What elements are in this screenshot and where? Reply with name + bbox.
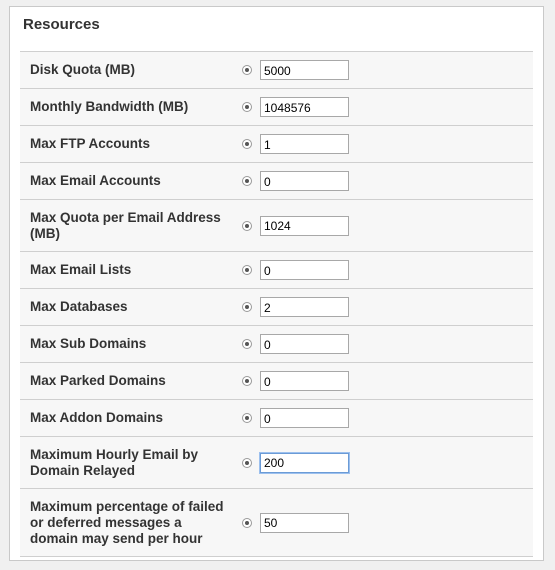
max-quota-per-email-radio[interactable]	[242, 221, 252, 231]
max-email-accounts-label: Max Email Accounts	[30, 173, 161, 188]
max-hourly-email-input[interactable]	[260, 453, 349, 473]
max-databases-label: Max Databases	[30, 299, 128, 314]
monthly-bandwidth-label: Monthly Bandwidth (MB)	[30, 99, 189, 114]
max-sub-domains-input[interactable]	[260, 334, 349, 354]
max-hourly-email-radio[interactable]	[242, 458, 252, 468]
max-parked-domains-radio[interactable]	[242, 376, 252, 386]
row-max-parked-domains	[20, 363, 533, 400]
max-addon-domains-radio[interactable]	[242, 413, 252, 423]
disk-quota-radio[interactable]	[242, 65, 252, 75]
max-ftp-accounts-input[interactable]	[260, 134, 349, 154]
max-sub-domains-label: Max Sub Domains	[30, 336, 147, 351]
resources-table	[20, 51, 533, 557]
max-ftp-accounts-radio[interactable]	[242, 139, 252, 149]
max-failed-percentage-label: Maximum percentage of failed or deferred messages a domain may send per hour	[30, 498, 224, 546]
row-max-email-accounts	[20, 163, 533, 200]
max-email-accounts-input[interactable]	[260, 171, 349, 191]
max-databases-input[interactable]	[260, 297, 349, 317]
row-max-hourly-email	[20, 437, 533, 489]
row-max-addon-domains	[20, 400, 533, 437]
max-quota-per-email-input[interactable]	[260, 216, 349, 236]
resources-panel	[9, 6, 544, 561]
max-databases-radio[interactable]	[242, 302, 252, 312]
row-max-ftp-accounts	[20, 126, 533, 163]
max-email-lists-label: Max Email Lists	[30, 262, 132, 277]
max-sub-domains-radio[interactable]	[242, 339, 252, 349]
row-max-quota-per-email	[20, 200, 533, 252]
disk-quota-label: Disk Quota (MB)	[30, 62, 136, 77]
max-failed-percentage-input[interactable]	[260, 513, 349, 533]
max-email-accounts-radio[interactable]	[242, 176, 252, 186]
row-max-email-lists	[20, 252, 533, 289]
row-disk-quota	[20, 52, 533, 89]
row-max-databases	[20, 289, 533, 326]
row-max-failed-percentage	[20, 489, 533, 557]
section-title: Resources	[23, 16, 100, 33]
max-quota-per-email-label: Max Quota per Email Address (MB)	[30, 209, 221, 241]
max-email-lists-input[interactable]	[260, 260, 349, 280]
row-monthly-bandwidth	[20, 89, 533, 126]
monthly-bandwidth-input[interactable]	[260, 97, 349, 117]
max-failed-percentage-radio[interactable]	[242, 518, 252, 528]
max-addon-domains-label: Max Addon Domains	[30, 410, 164, 425]
monthly-bandwidth-radio[interactable]	[242, 102, 252, 112]
row-max-sub-domains	[20, 326, 533, 363]
max-parked-domains-label: Max Parked Domains	[30, 373, 166, 388]
max-ftp-accounts-label: Max FTP Accounts	[30, 136, 151, 151]
max-hourly-email-label: Maximum Hourly Email by Domain Relayed	[30, 446, 199, 478]
max-addon-domains-input[interactable]	[260, 408, 349, 428]
disk-quota-input[interactable]	[260, 60, 349, 80]
max-parked-domains-input[interactable]	[260, 371, 349, 391]
max-email-lists-radio[interactable]	[242, 265, 252, 275]
